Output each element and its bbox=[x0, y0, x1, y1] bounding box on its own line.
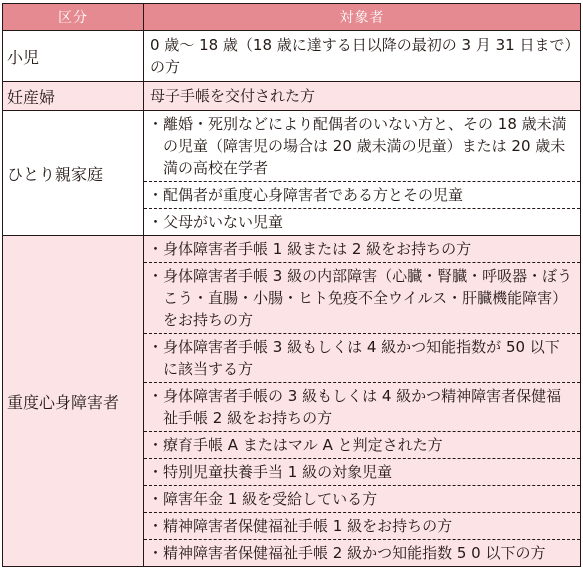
table-row bbox=[3, 236, 581, 263]
list-item bbox=[144, 263, 581, 334]
bullet: ・ bbox=[148, 387, 164, 405]
list-item bbox=[144, 383, 581, 432]
item-text: 身体障害者手帳 3 級もしくは 4 級かつ知能指数が 50 以下に該当する方 bbox=[163, 338, 560, 378]
header-target: 対象者 bbox=[144, 4, 581, 31]
table-row bbox=[3, 111, 581, 182]
row-category: 重度心身障害者 bbox=[3, 236, 144, 567]
list-item bbox=[144, 182, 581, 209]
bullet: ・ bbox=[148, 186, 164, 204]
row-category: ひとり親家庭 bbox=[3, 111, 144, 236]
bullet: ・ bbox=[148, 544, 164, 562]
list-item bbox=[144, 236, 581, 263]
row-description: 0 歳〜 18 歳（18 歳に達する日以降の最初の 3 月 31 日まで）の方 bbox=[144, 31, 581, 82]
row-category: 小児 bbox=[3, 31, 144, 82]
item-text: 父母がいない児童 bbox=[163, 213, 284, 231]
table-row bbox=[3, 82, 581, 111]
list-item bbox=[144, 540, 581, 567]
bullet: ・ bbox=[148, 240, 164, 258]
bullet: ・ bbox=[148, 267, 164, 285]
header-category: 区分 bbox=[3, 4, 144, 31]
item-text: 身体障害者手帳 1 級または 2 級をお持ちの方 bbox=[163, 240, 472, 258]
item-text: 離婚・死別などにより配偶者のいない方と、その 18 歳未満の児童（障害児の場合は 20 歳未満の児童）または 20 歳未満の高校在学者 bbox=[163, 115, 567, 177]
list-item bbox=[144, 513, 581, 540]
table-header-row bbox=[3, 4, 581, 31]
bullet: ・ bbox=[148, 338, 164, 356]
bullet: ・ bbox=[148, 213, 164, 231]
list-item bbox=[144, 334, 581, 383]
item-text: 精神障害者保健福祉手帳 1 級をお持ちの方 bbox=[163, 517, 453, 535]
list-item bbox=[144, 209, 581, 236]
item-text: 特別児童扶養手当 1 級の対象児童 bbox=[163, 463, 393, 481]
item-text: 身体障害者手帳 3 級の内部障害（心臓・腎臓・呼吸器・ぼうこう・直腸・小腸・ヒト免疫不全ウイルス・肝臓機能障害）をお持ちの方 bbox=[163, 267, 573, 329]
bullet: ・ bbox=[148, 115, 164, 133]
item-text: 障害年金 1 級を受給している方 bbox=[163, 490, 378, 508]
list-item bbox=[144, 486, 581, 513]
item-text: 療育手帳 A またはマル A と判定された方 bbox=[163, 436, 443, 454]
item-text: 配偶者が重度心身障害者である方とその児童 bbox=[163, 186, 464, 204]
item-text: 精神障害者保健福祉手帳 2 級かつ知能指数 5 0 以下の方 bbox=[163, 544, 546, 562]
row-category: 妊産婦 bbox=[3, 82, 144, 111]
table-row bbox=[3, 31, 581, 82]
bullet: ・ bbox=[148, 463, 164, 481]
bullet: ・ bbox=[148, 436, 164, 454]
list-item bbox=[144, 459, 581, 486]
bullet: ・ bbox=[148, 490, 164, 508]
row-description: 母子手帳を交付された方 bbox=[144, 82, 581, 111]
item-text: 身体障害者手帳の 3 級もしくは 4 級かつ精神障害者保健福祉手帳 2 級をお持ちの方 bbox=[163, 387, 562, 427]
eligibility-table bbox=[2, 3, 581, 567]
list-item bbox=[144, 111, 581, 182]
bullet: ・ bbox=[148, 517, 164, 535]
list-item bbox=[144, 432, 581, 459]
